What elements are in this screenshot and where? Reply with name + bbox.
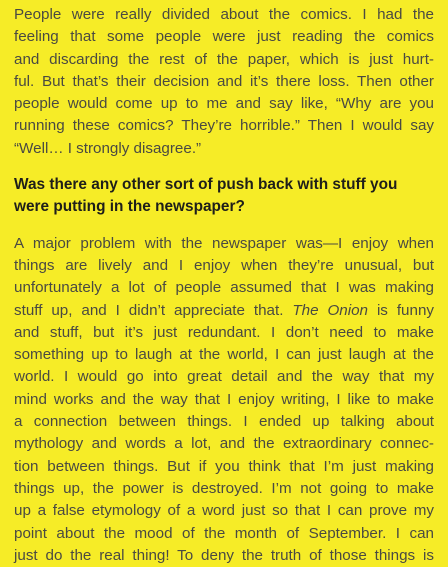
text-line: ful. But that’s their decision and it’s there loss. Then other	[14, 72, 434, 90]
text-line: point about the mood of the month of September. I can	[14, 524, 434, 542]
text-line: running these comics? They’re horrible.” Then I would say	[14, 117, 434, 135]
text-line: things are lively and I enjoy when they’re unusual, but	[14, 256, 434, 274]
text-line: mind works and the way that I enjoy writing, I like to make	[14, 390, 434, 408]
text-line: unfortunately a lot of people assumed that I was making	[14, 279, 434, 297]
text-line: feeling that some people were just reading the comics	[14, 28, 434, 46]
text-line: just do the real thing! To deny the truth of those things is	[14, 546, 434, 564]
answer-paragraph-comics	[14, 4, 434, 160]
question-line: Was there any other sort of push back with stuff you	[14, 176, 398, 194]
text-line-with-title	[14, 300, 434, 322]
text-line: people would come up to me and say like, “Why are you	[14, 95, 434, 113]
text-line: People were really divided about the comics. I had the	[14, 6, 434, 23]
text-line: “Well… I strongly disagree.”	[14, 139, 202, 157]
interview-question	[14, 174, 434, 219]
text-line: a connection between things. I ended up talking about	[14, 413, 434, 431]
question-line: were putting in the newspaper?	[14, 198, 245, 216]
text-line: something up to laugh at the world, I can just laugh at the	[14, 346, 434, 364]
answer-paragraph-pushback	[14, 233, 434, 567]
text-line: and stuff, but it’s just redundant. I don’t need to make	[14, 323, 434, 341]
text-line: things up, the power is destroyed. I’m not going to make	[14, 479, 434, 497]
text-line: and discarding the rest of the paper, which is just hurt-	[14, 50, 434, 68]
text-line: world. I would go into great detail and the way that my	[14, 368, 434, 386]
text-line: A major problem with the newspaper was—I enjoy when	[14, 234, 434, 252]
text-line: tion between things. But if you think that I’m just making	[14, 457, 434, 475]
text-line: mythology and words a lot, and the extraordinary connec-	[14, 435, 434, 453]
text-fragment: is funny	[376, 301, 434, 319]
publication-title: The Onion	[292, 301, 368, 319]
text-line: up a false etymology of a word just so that I can prove my	[14, 502, 434, 520]
text-fragment: stuff up, and I didn’t appreciate that.	[14, 301, 284, 319]
